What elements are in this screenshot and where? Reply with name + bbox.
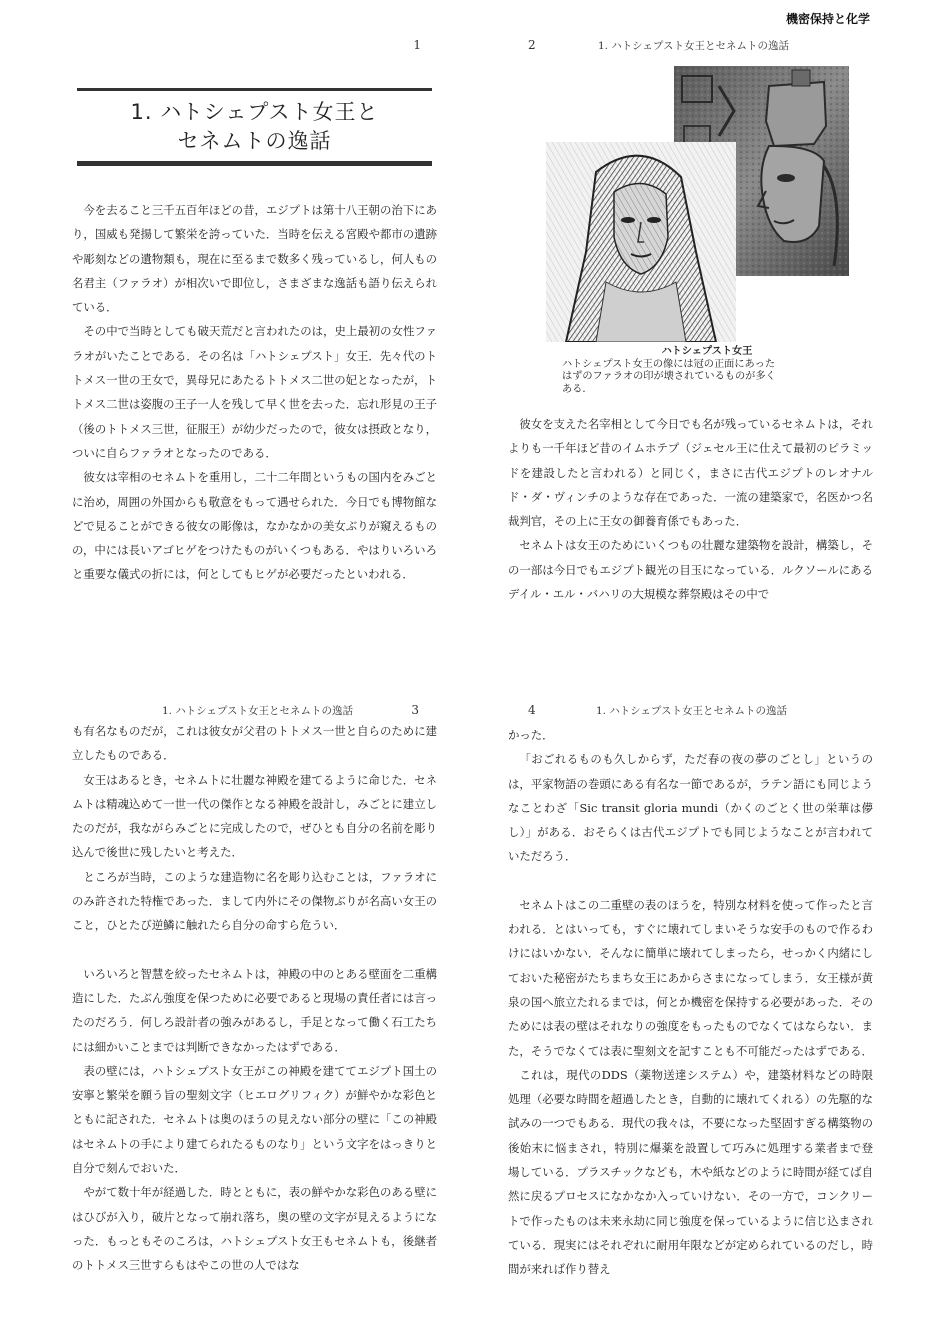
paragraph: セネムトはこの二重壁の表のほうを，特別な材料を使って作ったと言われる．とはいっても，すぐに壊れてしまいそうな安手のもので作るわけにはいかない．そんなに簡単に壊れてしまったら，せっかく内緒にしておいた秘密がたちまち女王にあからさまになってしまう．女王様が黄泉の国へ旅立たれるまでは，何とか機密を保持する必要があった．そのためには表の壁はそれなりの強度をもったものでなくてはならない．また，そうでなくては表に聖刻文を記すことも不可能だったはずである． bbox=[508, 897, 873, 1058]
paragraph: いろいろと智慧を絞ったセネムトは，神殿の中のとある壁面を二重構造にした．たぶん強度を保つために必要であると現場の責任者には言ったのだろう．何しろ設計者の強みがあるし，手足となって働く石工たちには細かいことまでは判断できなかったはずである． bbox=[72, 966, 437, 1054]
chapter-rule-bottom bbox=[77, 161, 432, 166]
chapter-title-line: セネムトの逸話 bbox=[177, 129, 332, 153]
paragraph: 女王はあるとき，セネムトに壮麗な神殿を建てるように命じた．セネムトは精魂込めて一世一代の傑作となる神殿を設計し，みごとに建立したのだが，我ながらみごとに完成したので，ぜひとも自分の名前を彫り込んで後世に残したいと考えた． bbox=[72, 772, 437, 860]
page-1 bbox=[72, 30, 437, 670]
statue-photo bbox=[546, 142, 736, 342]
caption-title: ハトシェプスト女王 bbox=[661, 346, 753, 357]
paragraph: かった． bbox=[508, 728, 554, 742]
body-text bbox=[72, 719, 437, 1278]
page-4 bbox=[508, 695, 873, 1335]
running-head: 1. ハトシェプスト女王とセネムトの逸話 bbox=[598, 40, 790, 52]
running-head: 1. ハトシェプスト女王とセネムトの逸話 bbox=[596, 705, 788, 717]
body-text bbox=[508, 412, 873, 606]
caption-line: ハトシェプスト女王の像には冠の正面にあった bbox=[562, 358, 776, 370]
page-number: 1 bbox=[413, 38, 421, 52]
body-text bbox=[72, 198, 437, 587]
page-number: 4 bbox=[528, 703, 536, 717]
chapter-title-box bbox=[77, 88, 432, 166]
paragraph: ところが当時，このような建造物に名を彫り込むことは，ファラオにのみ許された特権であった．まして内外にその傑物ぶりが名高い女王のこと，ひとたび逆鱗に触れたら自分の命すら危うい． bbox=[72, 869, 437, 933]
chapter-rule-top bbox=[77, 88, 432, 91]
page-number: 2 bbox=[528, 38, 536, 52]
caption-line: はずのファラオの印が壊されているものが多く bbox=[562, 371, 776, 382]
chapter-title bbox=[77, 98, 432, 156]
chapter-title-line: 1. ハトシェプスト女王と bbox=[130, 100, 379, 124]
paragraph: やがて数十年が経過した．時とともに，表の鮮やかな彩色のある壁にはひびが入り，破片となって崩れ落ち，奥の壁の文字が見えるようになった．もっともそのころは，ハトシェプスト女王もセネムトも，後継者のトトメス三世すらもはやこの世の人ではな bbox=[72, 1185, 437, 1273]
page-2 bbox=[508, 30, 873, 670]
page-3 bbox=[72, 695, 437, 1335]
running-head: 1. ハトシェプスト女王とセネムトの逸話 bbox=[162, 705, 354, 717]
paragraph: 彼女を支えた名宰相として今日でも名が残っているセネムトは，それよりも一千年ほど昔のイムホテプ（ジェセル王に仕えて最初のピラミッドを建設したと言われる）と同じく，まさに古代エジプトのレオナルド・ダ・ヴィンチのような存在であった．一流の建築家で，名医かつ名裁判官，その上に王女の御養育係でもあった． bbox=[508, 417, 873, 529]
paragraph: これは，現代のDDS（薬物送達システム）や，建築材料などの時限処理（必要な時間を超過したとき，自動的に壊れてくれる）の先駆的な試みの一つでもある．現代の我々は，不要になった堅固すぎる構築物の後始末に悩まされ，特別に爆薬を設置して巧みに処理する業者まで登場している．プラスチックなども，木や紙などのように時間が経てば自然に戻るプロセスになかなか入っていけない．その一方で，コンクリートで作ったものは未来永劫に同じ強度を保っているように信じ込まされている．現実にはそれぞれに耐用年限などが定められているのだし，時間が来れば作り替え bbox=[508, 1067, 873, 1277]
caption-line: ある. bbox=[562, 383, 586, 395]
paragraph: も有名なものだが，これは彼女が父君のトトメス一世と自らのために建立したものである． bbox=[72, 724, 437, 763]
page-number: 3 bbox=[411, 703, 419, 717]
paragraph: 表の壁には，ハトシェプスト女王がこの神殿を建ててエジプト国土の安寧と繁栄を願う旨の聖刻文字（ヒエログリフィク）が鮮やかな彩色とともに記された．セネムトは奥のほうの見えない部分の壁に「この神殿はセネムトの手により建てられたるものなり」という文字をはっきりと自分で刻んでおいた． bbox=[72, 1063, 437, 1176]
paragraph: 「おごれるものも久しからず，ただ春の夜の夢のごとし」というのは，平家物語の巻頭にある有名な一節であるが，ラテン語にも同じようなことわざ「Sic transit gloria mundi（かくのごとく世の栄華は儚し）」がある．おそらくは古代エジプトでも同じようなことが言われていただろう． bbox=[508, 752, 873, 864]
figure-caption bbox=[562, 346, 852, 396]
series-label: 機密保持と化学 bbox=[785, 12, 870, 26]
paragraph: 彼女は宰相のセネムトを重用し，二十二年間というもの国内をみごとに治め，周囲の外国からも敬意をもって遇せられた．今日でも博物館などで見ることができる彼女の彫像は，なかなかの美女ぶりが窺えるものの，中には長いアゴヒゲをつけたものがいくつもある．やはりいろいろと重要な儀式の折には，何としてもヒゲが必要だったといわれる． bbox=[72, 470, 437, 582]
paragraph: 今を去ること三千五百年ほどの昔，エジプトは第十八王朝の治下にあり，国威も発揚して繁栄を誇っていた．当時を伝える宮殿や都市の遺跡や彫刻などの遺物類も，現在に至るまで数多く残っているし，何人もの名君主（ファラオ）が相次いで即位し，さまざまな逸話も語り伝えられている． bbox=[72, 203, 437, 315]
paragraph: その中で当時としても破天荒だと言われたのは，史上最初の女性ファラオがいたことである．その名は「ハトシェプスト」女王．先々代のトトメス一世の王女で，異母兄にあたるトトメス二世の妃となったが，トトメス二世は姿腹の王子一人を残して早く世を去った．忘れ形見の王子（後のトトメス三世，征服王）が幼少だったので，彼女は摂政となり，ついに自らファラオとなったのである． bbox=[72, 324, 437, 460]
body-text bbox=[508, 723, 873, 1282]
paragraph: セネムトは女王のためにいくつもの壮麗な建築物を設計，構築し，その一部は今日でもエジプト観光の目玉になっている．ルクソールにあるデイル・エル・バハリの大規模な葬祭殿はその中で bbox=[508, 538, 873, 602]
